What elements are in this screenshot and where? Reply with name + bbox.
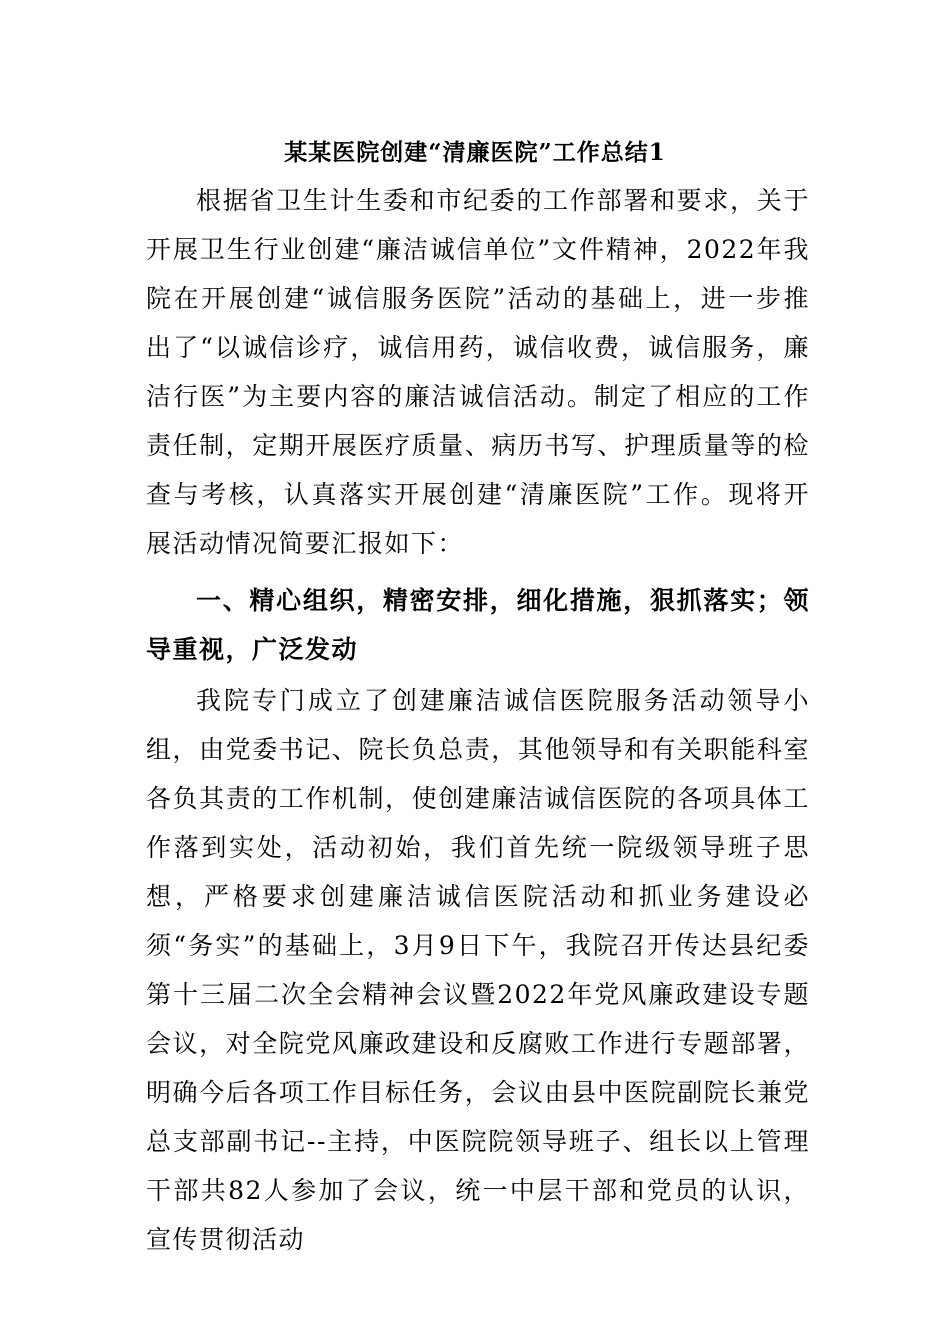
body-paragraph: 我院专门成立了创建廉洁诚信医院服务活动领导小组，由党委书记、院长负总责，其他领导和有关职能科室各负其责的工作机制，使创建廉洁诚信医院的各项具体工作落到实处，活动初始，我们首先统一院级领导班子思想，严格要求创建廉洁诚信医院活动和抓业务建设必须“务实”的基础上，3月9日下午，我院召开传达县纪委第十三届二次全会精神会议暨2022年党风廉政建设专题会议，对全院党风廉政建设和反腐败工作进行专题部署，明确今后各项工作目标任务，会议由县中医院副院长兼党总支部副书记--主持，中医院院领导班子、组长以上管理干部共82人参加了会议，统一中层干部和党员的认识，宣传贯彻活动: [146, 686, 810, 1254]
intro-paragraph: 根据省卫生计生委和市纪委的工作部署和要求，关于开展卫生行业创建“廉洁诚信单位”文件精神，2022年我院在开展创建“诚信服务医院”活动的基础上，进一步推出了“以诚信诊疗，诚信用药，诚信收费，诚信服务，廉洁行医”为主要内容的廉洁诚信活动。制定了相应的工作责任制，定期开展医疗质量、病历书写、护理质量等的检查与考核，认真落实开展创建“清廉医院”工作。现将开展活动情况简要汇报如下：: [146, 186, 810, 558]
section-heading: 一、精心组织，精密安排，细化措施，狠抓落实；领导重视，广泛发动: [146, 586, 810, 664]
document-title: 某某医院创建“清廉医院”工作总结1: [284, 139, 666, 166]
